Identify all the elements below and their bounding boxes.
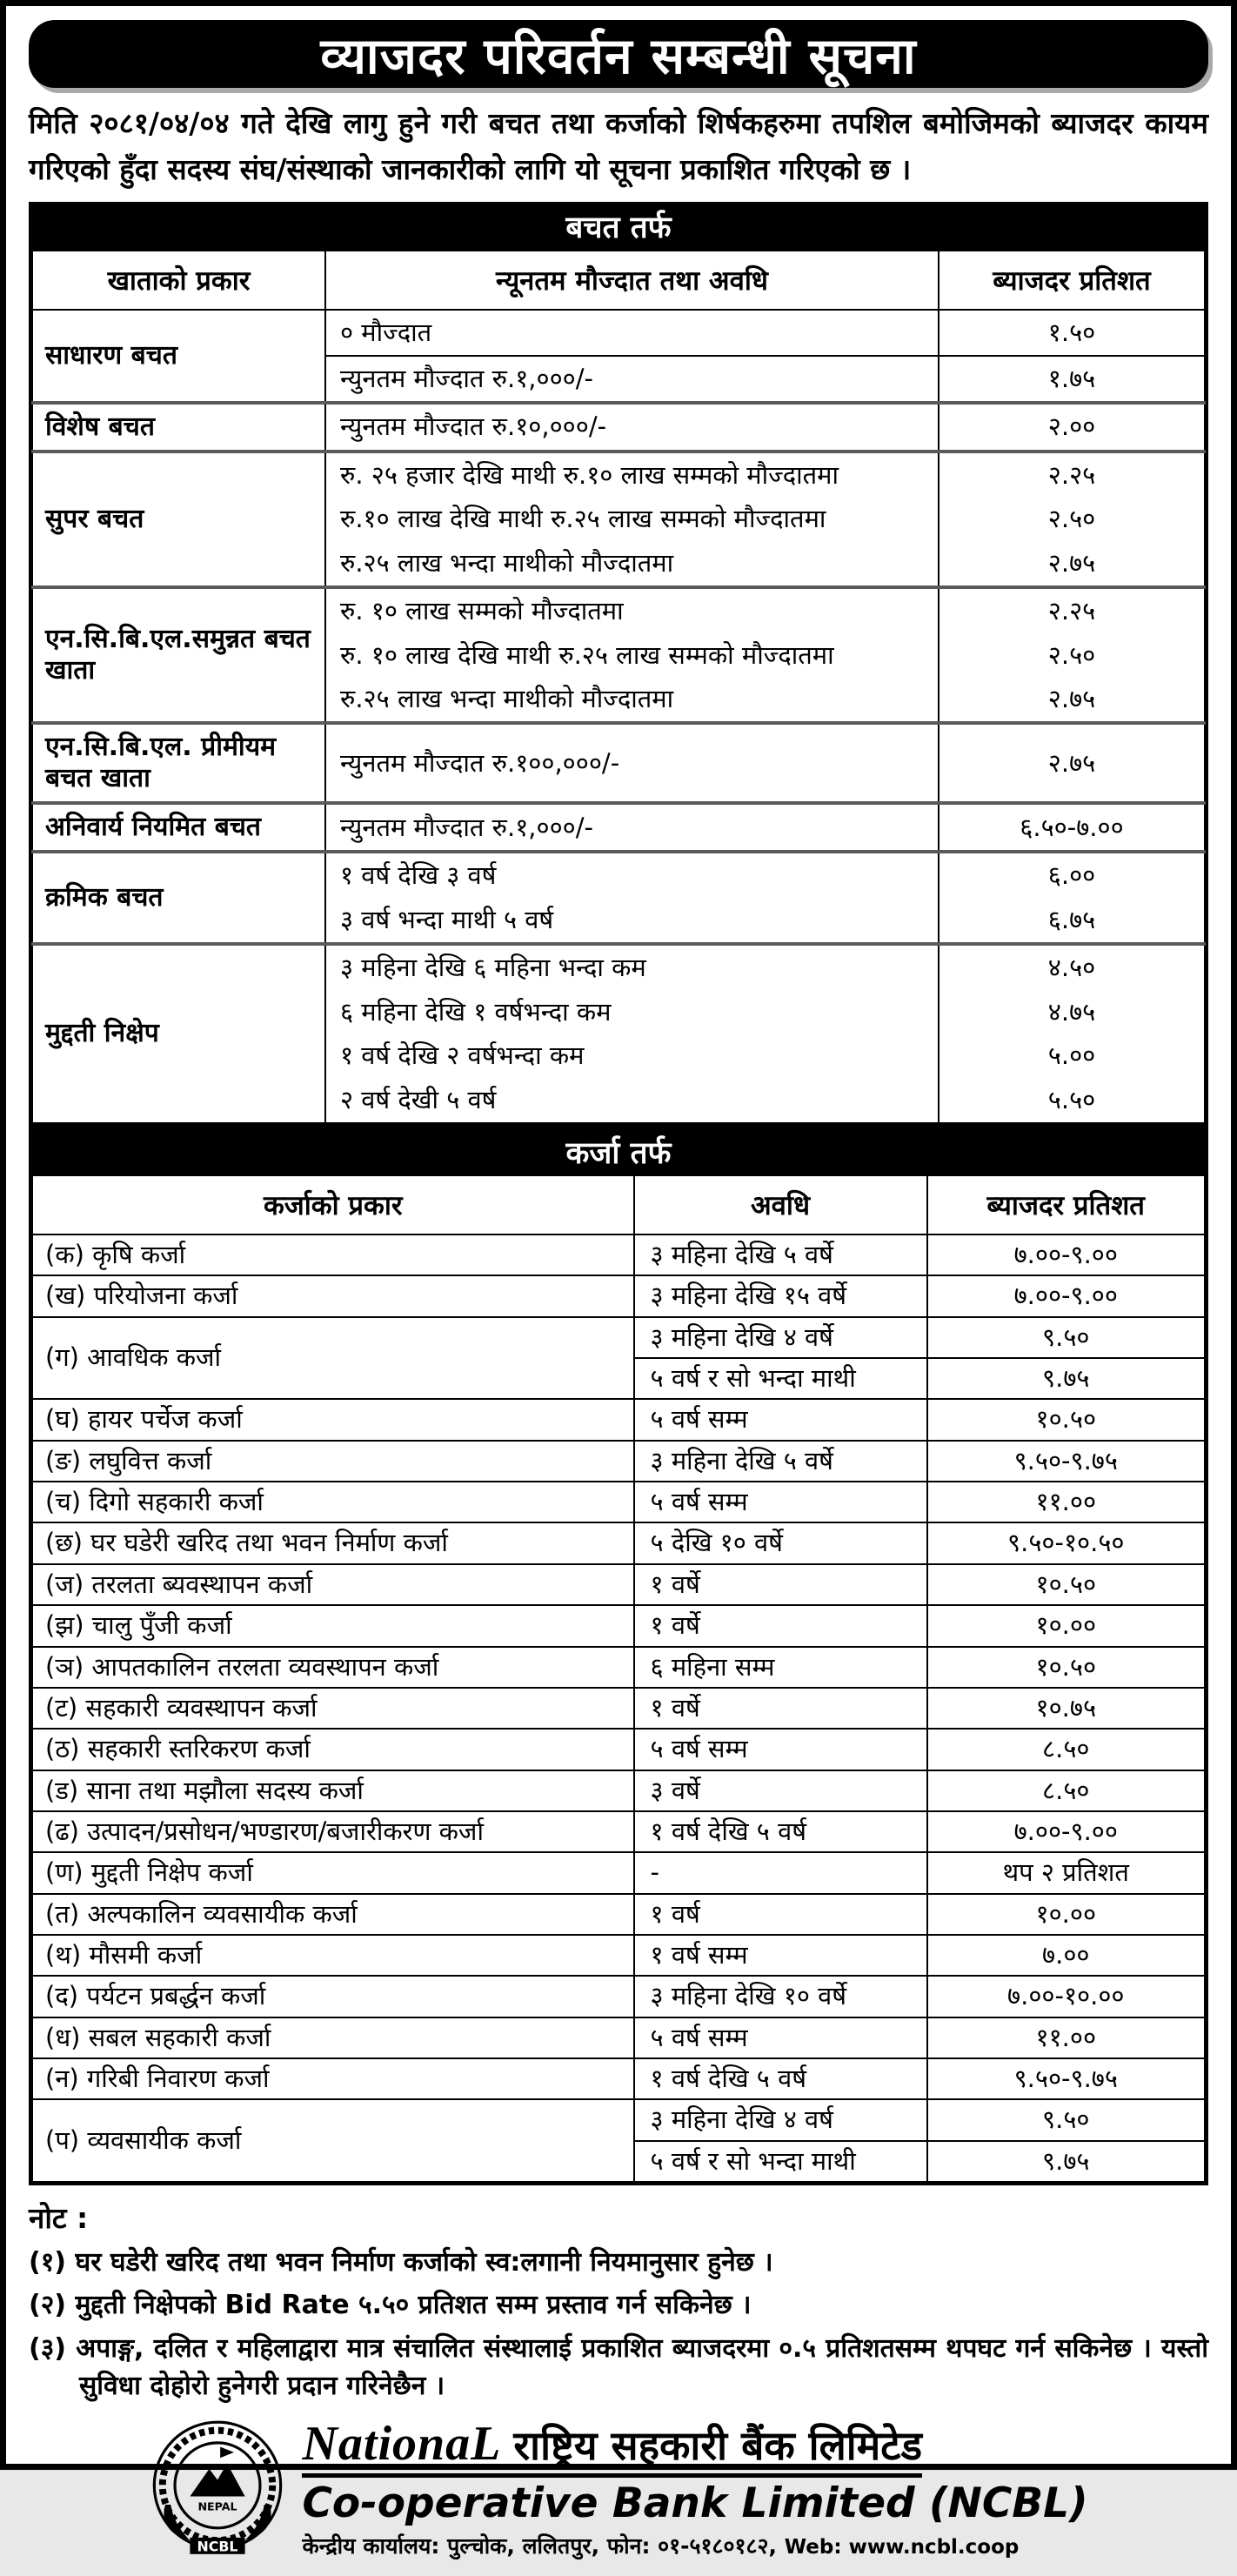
loan-header-row: [32, 1175, 1205, 1234]
table-row: [32, 1522, 1205, 1563]
rate-cell: ११.००: [927, 1482, 1205, 1522]
min-balance-cell: रु. २५ हजार देखि माथी रु.१० लाख सम्मको मौज्दातमा: [325, 452, 939, 498]
rate-cell: ९.५०-९.७५: [927, 2058, 1205, 2099]
note-item: (१) घर घडेरी खरिद तथा भवन निर्माण कर्जाको स्व:लगानी नियमानुसार हुनेछ ।: [29, 2246, 773, 2278]
table-row: [32, 1688, 1205, 1729]
savings-band-label: बचत तर्फ: [565, 211, 672, 246]
rate-cell: २.५०: [939, 497, 1205, 541]
min-balance-cell: ३ महिना देखि ६ महिना भन्दा कम: [325, 944, 939, 990]
rate-cell: १०.५०: [927, 1399, 1205, 1440]
period-cell: ३ महिना देखि १५ वर्षे: [634, 1275, 927, 1316]
period-cell: १ वर्ष देखि ५ वर्ष: [634, 2058, 927, 2099]
table-row: [32, 1317, 1205, 1358]
table-row: [32, 803, 1205, 852]
period-cell: ५ वर्ष सम्म: [634, 2017, 927, 2058]
period-cell: १ वर्ष: [634, 1894, 927, 1935]
min-balance-cell: ६ महिना देखि १ वर्षभन्दा कम: [325, 990, 939, 1034]
min-balance-cell: १ वर्ष देखि ३ वर्ष: [325, 852, 939, 898]
table-row: [32, 1935, 1205, 1976]
note-item: (२) मुद्दती निक्षेपको Bid Rate ५.५० प्रतिशत सम्म प्रस्ताव गर्न सकिनेछ ।: [29, 2290, 752, 2321]
notes-heading: नोट :: [29, 2200, 89, 2235]
table-row: [32, 1441, 1205, 1482]
min-balance-cell: रु.१० लाख देखि माथी रु.२५ लाख सम्मको मौज्दातमा: [325, 497, 939, 541]
bank-address-line: [302, 2531, 1019, 2560]
bank-logo-icon: [149, 2419, 286, 2557]
rate-cell: ६.००: [939, 852, 1205, 898]
rate-cell: थप २ प्रतिशत: [927, 1852, 1205, 1893]
table-row: [32, 1811, 1205, 1852]
rate-cell: १०.५०: [927, 1564, 1205, 1605]
period-cell: ३ महिना देखि ५ वर्षे: [634, 1234, 927, 1275]
savings-header-min-balance: न्यूनतम मौज्दात तथा अवधि: [325, 251, 939, 310]
loan-type-cell: (छ) घर घडेरी खरिद तथा भवन निर्माण कर्जा: [32, 1522, 634, 1563]
min-balance-cell: न्युनतम मौज्दात रु.१०,०००/-: [325, 403, 939, 452]
bank-address: केन्द्रीय कार्यालय: पुल्चोक, ललितपुर, फोन: ०१-५१८०१८२,: [302, 2533, 778, 2559]
min-balance-cell: ३ वर्ष भन्दा माथी ५ वर्ष: [325, 898, 939, 944]
rate-cell: २.२५: [939, 587, 1205, 633]
loan-header-type: कर्जाको प्रकार: [32, 1175, 634, 1234]
table-row: [32, 2099, 1205, 2140]
bank-website: Web: www.ncbl.coop: [784, 2535, 1020, 2559]
table-row: [32, 1976, 1205, 2017]
loan-type-cell: (क) कृषि कर्जा: [32, 1234, 634, 1275]
min-balance-cell: रु. १० लाख सम्मको मौज्दातमा: [325, 587, 939, 633]
rate-cell: २.२५: [939, 452, 1205, 498]
rate-cell: ५.००: [939, 1034, 1205, 1078]
loan-table: [31, 1174, 1206, 2183]
loan-type-cell: (ज) तरलता ब्यवस्थापन कर्जा: [32, 1564, 634, 1605]
loan-table-wrap: [29, 1127, 1208, 2185]
rate-cell: ७.००: [927, 1935, 1205, 1976]
period-cell: ५ वर्ष र सो भन्दा माथी: [634, 1358, 927, 1399]
loan-type-cell: (द) पर्यटन प्रबर्द्धन कर्जा: [32, 1976, 634, 2017]
table-row: [32, 2017, 1205, 2058]
min-balance-cell: न्युनतम मौज्दात रु.१,०००/-: [325, 356, 939, 403]
loan-type-cell: (ध) सबल सहकारी कर्जा: [32, 2017, 634, 2058]
table-row: [32, 1399, 1205, 1440]
bank-name-latin: NationaL: [302, 2416, 502, 2471]
table-row: [32, 1564, 1205, 1605]
logo-ncbl-text: NCBL: [197, 2538, 238, 2555]
bank-name-english: Co-operative Bank Limited (NCBL): [302, 2479, 1088, 2527]
rate-cell: ९.५०-९.७५: [927, 1441, 1205, 1482]
rate-cell: २.००: [939, 403, 1205, 452]
table-row: [32, 1729, 1205, 1770]
rate-cell: ६.५०-७.००: [939, 803, 1205, 852]
min-balance-cell: न्युनतम मौज्दात रु.१००,०००/-: [325, 723, 939, 803]
period-cell: ५ देखि १० वर्षे: [634, 1522, 927, 1563]
rate-cell: १.५०: [939, 310, 1205, 356]
min-balance-cell: रु.२५ लाख भन्दा माथीको मौज्दातमा: [325, 677, 939, 723]
loan-type-cell: (ड) साना तथा मझौला सदस्य कर्जा: [32, 1770, 634, 1811]
loan-type-cell: (त) अल्पकालिन व्यवसायीक कर्जा: [32, 1894, 634, 1935]
rate-cell: ७.००-१०.००: [927, 1976, 1205, 2017]
rate-cell: १०.७५: [927, 1688, 1205, 1729]
min-balance-cell: २ वर्ष देखी ५ वर्ष: [325, 1078, 939, 1123]
rate-cell: ११.००: [927, 2017, 1205, 2058]
period-cell: ६ महिना सम्म: [634, 1647, 927, 1688]
account-type-cell: एन.सि.बि.एल.समुन्नत बचत खाता: [32, 587, 325, 723]
table-row: [32, 1647, 1205, 1688]
rate-cell: २.७५: [939, 723, 1205, 803]
table-row: [32, 1894, 1205, 1935]
period-cell: १ वर्ष सम्म: [634, 1935, 927, 1976]
account-type-cell: क्रमिक बचत: [32, 852, 325, 944]
loan-band-label: कर्जा तर्फ: [565, 1135, 672, 1171]
period-cell: ५ वर्ष सम्म: [634, 1399, 927, 1440]
table-row: [32, 1605, 1205, 1646]
loan-type-cell: (ट) सहकारी व्यवस्थापन कर्जा: [32, 1688, 634, 1729]
loan-type-cell: (ण) मुद्दती निक्षेप कर्जा: [32, 1852, 634, 1893]
table-row: [32, 944, 1205, 990]
rate-cell: ५.५०: [939, 1078, 1205, 1123]
period-cell: १ वर्षे: [634, 1605, 927, 1646]
loan-type-cell: (ख) परियोजना कर्जा: [32, 1275, 634, 1316]
loan-type-cell: (ढ) उत्पादन/प्रसोधन/भण्डारण/बजारीकरण कर्जा: [32, 1811, 634, 1852]
table-row: [32, 852, 1205, 898]
bank-name-nepali: राष्ट्रिय सहकारी बैंक लिमिटेड: [513, 2421, 922, 2469]
rate-cell: १०.००: [927, 1605, 1205, 1646]
min-balance-cell: १ वर्ष देखि २ वर्षभन्दा कम: [325, 1034, 939, 1078]
table-row: [32, 1482, 1205, 1522]
rate-cell: १०.५०: [927, 1647, 1205, 1688]
account-type-cell: विशेष बचत: [32, 403, 325, 452]
loan-type-cell: (न) गरिबी निवारण कर्जा: [32, 2058, 634, 2099]
rate-cell: ९.७५: [927, 2141, 1205, 2182]
loan-type-cell: (थ) मौसमी कर्जा: [32, 1935, 634, 1976]
loan-type-cell: (झ) चालु पुँजी कर्जा: [32, 1605, 634, 1646]
period-cell: ३ महिना देखि १० वर्षे: [634, 1976, 927, 2017]
rate-cell: ८.५०: [927, 1729, 1205, 1770]
rate-cell: ७.००-९.००: [927, 1275, 1205, 1316]
period-cell: ३ महिना देखि ५ वर्षे: [634, 1441, 927, 1482]
loan-band: [31, 1129, 1206, 1174]
rate-cell: ४.५०: [939, 944, 1205, 990]
table-row: [32, 310, 1205, 356]
rate-cell: ७.००-९.००: [927, 1234, 1205, 1275]
bank-text-block: [302, 2416, 1087, 2560]
rate-cell: २.५०: [939, 633, 1205, 678]
period-cell: ३ महिना देखि ४ वर्षे: [634, 1317, 927, 1358]
min-balance-cell: रु. १० लाख देखि माथी रु.२५ लाख सम्मको मौज्दातमा: [325, 633, 939, 678]
savings-band: [31, 204, 1206, 250]
loan-type-cell: (च) दिगो सहकारी कर्जा: [32, 1482, 634, 1522]
note-item: (३) अपाङ्ग, दलित र महिलाद्वारा मात्र संचालित संस्थालाई प्रकाशित ब्याजदरमा ०.५ प्रतिशतसम्म थपघट गर्न सकिनेछ । यस्तो सुविधा दोहोरो हुनेगरी प्रदान गरिनेछैन ।: [29, 2332, 1208, 2402]
loan-header-rate: ब्याजदर प्रतिशत: [927, 1175, 1205, 1234]
table-row: [32, 1234, 1205, 1275]
account-type-cell: एन.सि.बि.एल. प्रीमीयम बचत खाता: [32, 723, 325, 803]
table-row: [32, 452, 1205, 498]
rate-cell: ४.७५: [939, 990, 1205, 1034]
account-type-cell: मुद्दती निक्षेप: [32, 944, 325, 1123]
loan-type-cell: (ञ) आपतकालिन तरलता व्यवस्थापन कर्जा: [32, 1647, 634, 1688]
rate-cell: २.७५: [939, 541, 1205, 587]
loan-type-cell: (घ) हायर पर्चेज कर्जा: [32, 1399, 634, 1440]
savings-table: [31, 250, 1206, 1124]
savings-table-wrap: [29, 202, 1208, 1127]
rate-cell: ९.५०-१०.५०: [927, 1522, 1205, 1563]
period-cell: ३ वर्षे: [634, 1770, 927, 1811]
rate-cell: ८.५०: [927, 1770, 1205, 1811]
min-balance-cell: रु.२५ लाख भन्दा माथीको मौज्दातमा: [325, 541, 939, 587]
period-cell: १ वर्षे: [634, 1564, 927, 1605]
rate-cell: ९.५०: [927, 1317, 1205, 1358]
account-type-cell: सुपर बचत: [32, 452, 325, 587]
loan-header-period: अवधि: [634, 1175, 927, 1234]
rate-cell: ६.७५: [939, 898, 1205, 944]
period-cell: ३ महिना देखि ४ वर्ष: [634, 2099, 927, 2140]
min-balance-cell: ० मौज्दात: [325, 310, 939, 356]
period-cell: १ वर्ष देखि ५ वर्ष: [634, 1811, 927, 1852]
period-cell: ५ वर्ष र सो भन्दा माथी: [634, 2141, 927, 2182]
loan-type-cell: (प) व्यवसायीक कर्जा: [32, 2099, 634, 2182]
notes-section: [29, 2198, 1208, 2411]
table-row: [32, 2058, 1205, 2099]
account-type-cell: साधारण बचत: [32, 310, 325, 403]
title-banner: [29, 20, 1208, 88]
bank-name-line: [302, 2416, 922, 2478]
table-row: [32, 403, 1205, 452]
bank-letterhead: [29, 2411, 1208, 2576]
table-row: [32, 1852, 1205, 1893]
account-type-cell: अनिवार्य नियमित बचत: [32, 803, 325, 852]
table-row: [32, 1770, 1205, 1811]
table-row: [32, 723, 1205, 803]
rate-cell: ९.७५: [927, 1358, 1205, 1399]
min-balance-cell: न्युनतम मौज्दात रु.१,०००/-: [325, 803, 939, 852]
savings-header-rate: ब्याजदर प्रतिशत: [939, 251, 1205, 310]
loan-type-cell: (ठ) सहकारी स्तरिकरण कर्जा: [32, 1729, 634, 1770]
table-row: [32, 587, 1205, 633]
rate-cell: ७.००-९.००: [927, 1811, 1205, 1852]
page-title: व्याजदर परिवर्तन सम्बन्धी सूचना: [320, 28, 917, 85]
logo-nepal-text: NEPAL: [197, 2499, 237, 2513]
savings-header-account-type: खाताको प्रकार: [32, 251, 325, 310]
rate-cell: १०.००: [927, 1894, 1205, 1935]
period-cell: १ वर्षे: [634, 1688, 927, 1729]
period-cell: ५ वर्ष सम्म: [634, 1729, 927, 1770]
rate-cell: ९.५०: [927, 2099, 1205, 2140]
intro-paragraph: मिति २०८१/०४/०४ गते देखि लागु हुने गरी बचत तथा कर्जाको शिर्षकहरुमा तपशिल बमोजिमको ब्याजदर कायम गरिएको हुँदा सदस्य संघ/संस्थाको जानकारीको लागि यो सूचना प्रकाशित गरिएको छ ।: [29, 106, 1208, 187]
loan-type-cell: (ग) आवधिक कर्जा: [32, 1317, 634, 1400]
period-cell: ५ वर्ष सम्म: [634, 1482, 927, 1522]
loan-type-cell: (ङ) लघुवित्त कर्जा: [32, 1441, 634, 1482]
savings-header-row: [32, 251, 1205, 310]
period-cell: -: [634, 1852, 927, 1893]
rate-cell: १.७५: [939, 356, 1205, 403]
table-row: [32, 1275, 1205, 1316]
rate-cell: २.७५: [939, 677, 1205, 723]
